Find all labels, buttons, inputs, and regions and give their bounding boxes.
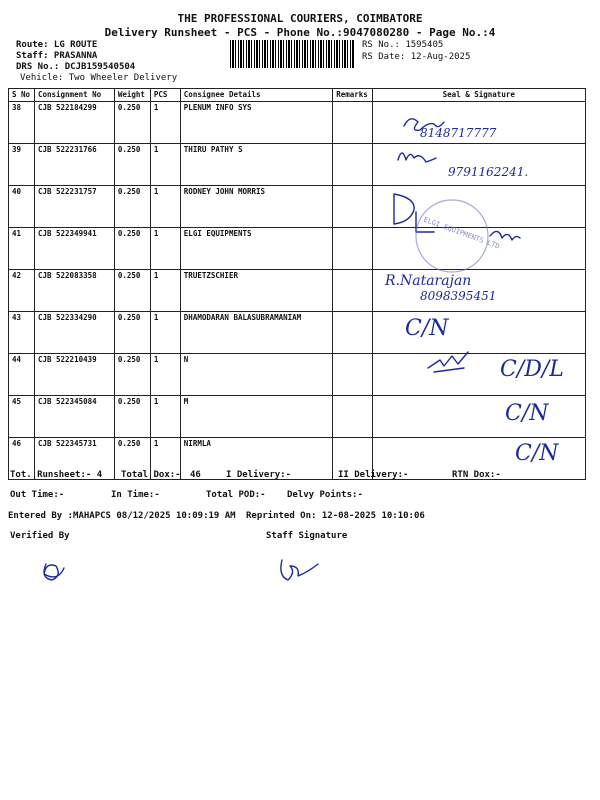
cell-consignment: CJB 522210439 [34, 354, 114, 396]
in-time: In Time:- [111, 490, 160, 500]
cell-consignee: DHAMODARAN BALASUBRAMANIAM [180, 312, 332, 354]
staff-signature [281, 560, 318, 580]
cell-weight: 0.250 [114, 270, 150, 312]
route-label: Route: LG ROUTE [16, 40, 98, 50]
cell-consignment: CJB 522334290 [34, 312, 114, 354]
cell-consignee: THIRU PATHY S [180, 144, 332, 186]
cell-pcs: 1 [150, 144, 180, 186]
cell-consignee: M [180, 396, 332, 438]
cell-consignee: ELGI EQUIPMENTS [180, 228, 332, 270]
i-delivery: I Delivery:- [226, 470, 292, 480]
cell-sno: 46 [9, 438, 35, 480]
col-weight-header: Weight [114, 89, 150, 102]
cell-weight: 0.250 [114, 144, 150, 186]
handwritten-cn: C/N [405, 316, 449, 341]
cell-weight: 0.250 [114, 186, 150, 228]
cell-weight: 0.250 [114, 312, 150, 354]
cell-consignment: CJB 522083358 [34, 270, 114, 312]
cell-sno: 40 [9, 186, 35, 228]
out-time: Out Time:- [10, 490, 65, 500]
staff-signature-label: Staff Signature [266, 531, 348, 541]
reprinted-on: Reprinted On: 12-08-2025 10:10:06 [246, 511, 425, 521]
cell-sno: 43 [9, 312, 35, 354]
cell-sno: 45 [9, 396, 35, 438]
handwritten-cn: C/N [505, 401, 549, 426]
cell-pcs: 1 [150, 312, 180, 354]
cell-pcs: 1 [150, 228, 180, 270]
col-remarks-header: Remarks [332, 89, 372, 102]
runsheet-subtitle: Delivery Runsheet - PCS - Phone No.:9047080280 - Page No.:4 [104, 26, 496, 39]
cell-pcs: 1 [150, 438, 180, 480]
col-signature-header: Seal & Signature [372, 89, 586, 102]
signature-scribble [428, 352, 468, 372]
cell-consignee: RODNEY JOHN MORRIS [180, 186, 332, 228]
rtn-dox: RTN Dox:- [452, 470, 501, 480]
cell-consignment: CJB 522345731 [34, 438, 114, 480]
cell-consignment: CJB 522184299 [34, 102, 114, 144]
handwritten-phone: 9791162241. [448, 165, 529, 179]
cell-consignee: N [180, 354, 332, 396]
col-consignment-header: Consignment No [34, 89, 114, 102]
ii-delivery: II Delivery:- [338, 470, 409, 480]
stamp-text: ELGI EQUIPMENTS LTD [422, 215, 501, 251]
cell-consignment: CJB 522231757 [34, 186, 114, 228]
handwritten-cn: C/N [515, 441, 559, 466]
total-dox-label: Total Dox:- [121, 470, 181, 480]
signature-scribble [394, 194, 434, 232]
company-title: THE PROFESSIONAL COURIERS, COIMBATORE [177, 12, 423, 25]
cell-sno: 44 [9, 354, 35, 396]
cell-weight: 0.250 [114, 396, 150, 438]
cell-sno: 38 [9, 102, 35, 144]
cell-consignment: CJB 522349941 [34, 228, 114, 270]
tot-runsheet: Tot. Runsheet:- 4 [10, 470, 103, 480]
handwritten-name: R.Natarajan [385, 273, 472, 289]
cell-consignment: CJB 522231766 [34, 144, 114, 186]
rs-number: RS No.: 1595405 [362, 40, 444, 50]
total-pod: Total POD:- [206, 490, 266, 500]
vehicle-label: Vehicle: Two Wheeler Delivery [20, 73, 178, 83]
entered-by: Entered By :MAHAPCS 08/12/2025 10:09:19 AM [8, 511, 236, 521]
col-consignee-header: Consignee Details [180, 89, 332, 102]
col-pcs-header: PCS [150, 89, 180, 102]
handwritten-cdl: C/D/L [500, 357, 564, 382]
cell-pcs: 1 [150, 186, 180, 228]
col-sno-header: S No [9, 89, 35, 102]
total-dox-value: 46 [190, 470, 201, 480]
verified-by-label: Verified By [10, 531, 70, 541]
cell-consignee: NIRMLA [180, 438, 332, 480]
staff-label: Staff: PRASANNA [16, 51, 98, 61]
cell-consignment: CJB 522345084 [34, 396, 114, 438]
cell-weight: 0.250 [114, 102, 150, 144]
handwritten-phone: 8098395451 [420, 289, 497, 303]
cell-pcs: 1 [150, 102, 180, 144]
cell-pcs: 1 [150, 270, 180, 312]
handwritten-phone: 8148717777 [420, 126, 497, 140]
cell-weight: 0.250 [114, 228, 150, 270]
cell-weight: 0.250 [114, 354, 150, 396]
signature-scribble [490, 231, 520, 240]
signature-scribble [398, 153, 436, 162]
cell-weight: 0.250 [114, 438, 150, 480]
cell-sno: 41 [9, 228, 35, 270]
rs-date: RS Date: 12-Aug-2025 [362, 52, 471, 62]
verified-signature [44, 564, 64, 580]
cell-sno: 42 [9, 270, 35, 312]
cell-pcs: 1 [150, 354, 180, 396]
delvy-points: Delvy Points:- [287, 490, 363, 500]
cell-sno: 39 [9, 144, 35, 186]
drs-number: DRS No.: DCJB159540504 [16, 62, 136, 72]
cell-consignee: TRUETZSCHIER [180, 270, 332, 312]
cell-consignee: PLENUM INFO SYS [180, 102, 332, 144]
cell-pcs: 1 [150, 396, 180, 438]
